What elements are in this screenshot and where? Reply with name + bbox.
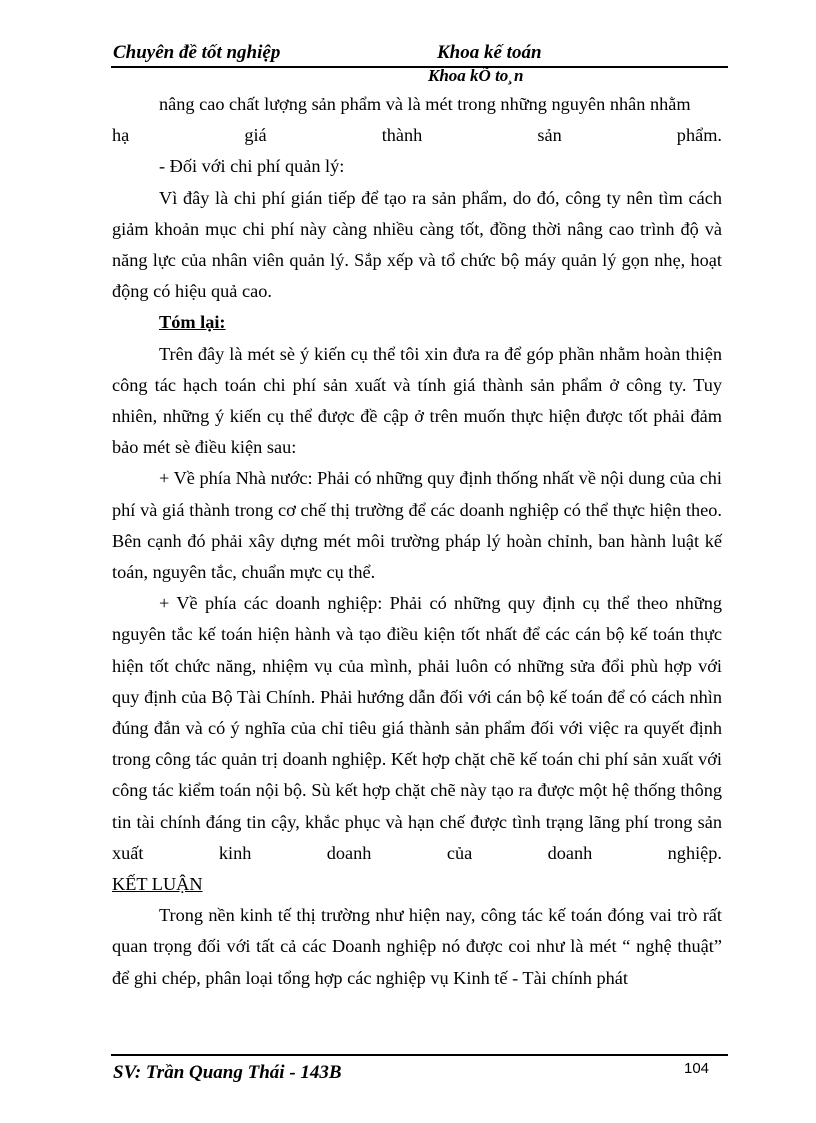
paragraph-management-cost: - Đối với chi phí quản lý: (159, 156, 345, 177)
paragraph-7: Trong nền kinh tế thị trường như hiện nay, công tác kế toán đóng vai trò rất quan trọng đối với tất cả các Doanh nghiệp nó được coi như là mét “ nghệ thuật” để ghi chép, phân loại tổng hợp các nghiệp vụ Kinh tế - Tài chính phát (112, 905, 722, 988)
page-header (0, 40, 816, 90)
header-department-garbled: Khoa kÕ to¸n (428, 66, 524, 85)
header-department: Khoa kế toán (437, 42, 542, 63)
footer-rule (111, 1054, 728, 1056)
page-number: 104 (684, 1060, 710, 1077)
page-body (112, 89, 722, 994)
paragraph-4: Trên đây là mét sè ý kiến cụ thể tôi xin đưa ra để góp phần nhằm hoàn thiện công tác hạch toán chi phí sản xuất và tính giá thành sản phẩm ở công ty. Tuy nhiên, những ý kiến cụ thể được đề cập ở trên muốn thực hiện được tốt phải đảm bảo mét sè điều kiện sau: (112, 343, 722, 458)
heading-summary: Tóm lại: (159, 312, 226, 333)
page-footer (0, 1054, 816, 1094)
paragraph-5: + Về phía Nhà nước: Phải có những quy định thống nhất về nội dung của chi phí và giá thành trong cơ chế thị trường để các doanh nghiệp có thể thực hiện theo. Bên cạnh đó phải xây dựng mét môi trường pháp lý hoàn chỉnh, ban hành luật kế toán, nguyên tắc, chuẩn mực cụ thể. (112, 468, 722, 583)
paragraph-6: + Về phía các doanh nghiệp: Phải có những quy định cụ thể theo những nguyên tắc kế toán hiện hành và tạo điều kiện tốt nhất để các cán bộ kế toán thực hiện tốt chức năng, nhiệm vụ của mình, phải luôn có những sửa đổi phù hợp với quy định của Bộ Tài Chính. Phải hướng dẫn đối với cán bộ kế toán để có cách nhìn đúng đắn và có ý nghĩa của chỉ tiêu giá thành sản phẩm đối với việc ra quyết định trong công tác quản trị doanh nghiệp. Kết hợp chặt chẽ kế toán chi phí sản xuất với công tác kiểm toán nội bộ. Sù kết hợp chặt chẽ này tạo ra được một hệ thống thông tin tài chính đáng tin cậy, khắc phục và hạn chế được tình trạng lãng phí trong sản xuất kinh doanh của doanh nghiệp. (112, 593, 722, 863)
paragraph-1-line-1: nâng cao chất lượng sản phẩm và là mét trong những nguyên nhân nhằm (159, 94, 691, 114)
heading-conclusion: KẾT LUẬN (112, 874, 203, 895)
header-thesis-title: Chuyên đề tốt nghiệp (113, 42, 281, 63)
header-rule (111, 66, 728, 68)
paragraph-3: Vì đây là chi phí gián tiếp để tạo ra sản phẩm, do đó, công ty nên tìm cách giảm khoản mục chi phí này càng nhiều càng tốt, đồng thời nâng cao trình độ và năng lực của nhân viên quản lý. Sắp xếp và tổ chức bộ máy quản lý gọn nhẹ, hoạt động có hiệu quả cao. (112, 187, 722, 302)
paragraph-1-line-2: hạ giá thành sản phẩm. (112, 125, 722, 146)
footer-student-name: SV: Trần Quang Thái - 143B (113, 1062, 342, 1083)
